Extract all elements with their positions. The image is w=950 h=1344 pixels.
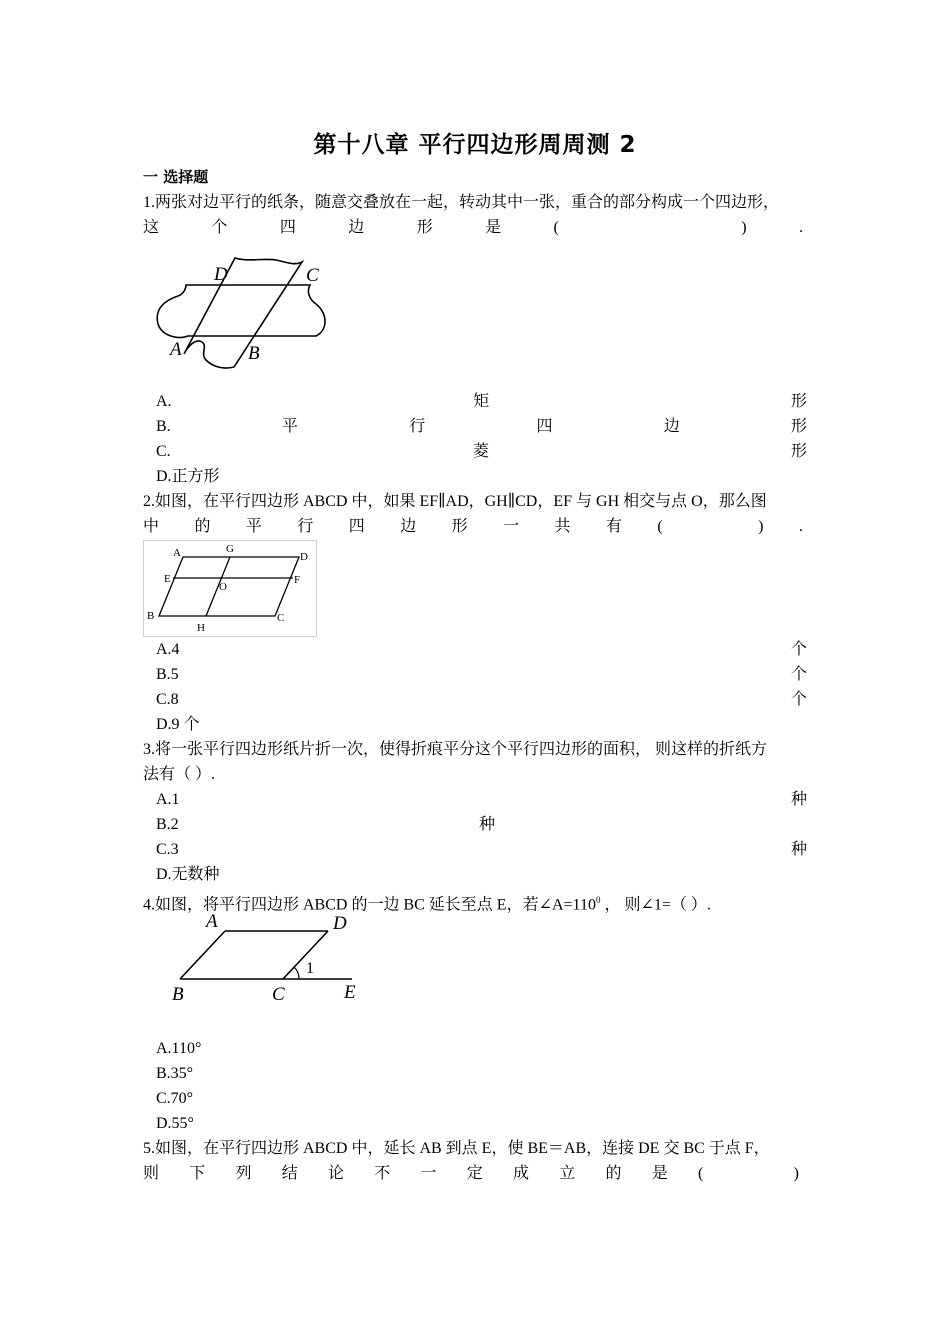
q1-option-b-part: 边	[663, 418, 680, 435]
q2-option-c-unit: 个	[790, 691, 807, 708]
q2-option-b-label: B.5	[156, 666, 179, 683]
q4-angle-arc	[294, 967, 299, 979]
q1-line2-char: 是	[485, 219, 502, 236]
q1-line2-char: 这	[143, 219, 160, 236]
q5-line2-char: 一	[420, 1165, 437, 1182]
q1-option-c[interactable]	[156, 441, 807, 463]
q4-label-e: E	[344, 982, 356, 1003]
q4-option-c[interactable]: C.70°	[156, 1090, 194, 1107]
q2-option-a-unit: 个	[790, 641, 807, 658]
q3-option-a-label: A.1	[156, 791, 180, 808]
q2-option-a[interactable]	[156, 639, 807, 661]
q2-parallelogram	[159, 557, 299, 616]
q2-option-b[interactable]	[156, 664, 807, 686]
q2-label-g: G	[226, 543, 234, 555]
q4-side-ab	[180, 931, 225, 979]
q1-option-c-part: C.	[156, 443, 171, 460]
q5-line2-char: 则	[143, 1165, 160, 1182]
q5-line2-char: 成	[513, 1165, 530, 1182]
q2-line2	[143, 516, 803, 538]
slanted-strip	[184, 258, 302, 368]
q4-label-b: B	[172, 984, 184, 1005]
q3-option-a[interactable]	[156, 789, 807, 811]
q1-option-a-part: A.	[156, 393, 172, 410]
q4-option-a[interactable]: A.110°	[156, 1040, 202, 1057]
q3-option-c-label: C.3	[156, 841, 179, 858]
q2-option-a-label: A.4	[156, 641, 180, 658]
q5-line2	[143, 1163, 799, 1185]
q2-line2-char: 共	[554, 518, 571, 535]
section-heading: 一 选择题	[143, 168, 209, 186]
q2-line2-char: 中	[143, 518, 160, 535]
q5-line2-char: 下	[189, 1165, 206, 1182]
q3-line2: 法有（ ）.	[143, 766, 216, 783]
q3-option-b-label: B.2	[156, 816, 179, 833]
q5-line2-char: 是	[651, 1165, 668, 1182]
q4-line1-text: 4.如图，将平行四边形 ABCD 的一边 BC 延长至点 E，若∠A=110	[143, 896, 596, 914]
q1-option-c-part: 菱	[472, 443, 489, 460]
q5-line2-char: 的	[605, 1165, 622, 1182]
q5-line2-char: )	[793, 1165, 799, 1182]
q2-label-f: F	[294, 574, 301, 586]
q3-option-c-unit: 种	[790, 841, 807, 858]
q2-line1: 2.如图，在平行四边形 ABCD 中，如果 EF∥AD，GH∥CD，EF 与 GH 相交与点 O，那么图	[143, 493, 767, 510]
q2-line2-char: 的	[194, 518, 211, 535]
q4-degree-superscript: 0	[595, 895, 601, 905]
q1-label-d: D	[214, 264, 228, 285]
q3-option-c[interactable]	[156, 839, 807, 861]
q1-line1: 1.两张对边平行的纸条，随意交叠放在一起，转动其中一张，重合的部分构成一个四边形，	[143, 194, 780, 211]
q1-option-b-part: 行	[409, 418, 426, 435]
q1-option-a-part: 矩	[473, 393, 490, 410]
q4-label-d: D	[333, 913, 347, 934]
q5-line2-char: 立	[559, 1165, 576, 1182]
q2-line2-char: 形	[451, 518, 468, 535]
q2-label-b: B	[147, 610, 155, 622]
q2-label-d: D	[300, 551, 308, 563]
q4-label-a: A	[206, 911, 218, 932]
q1-line2-char: 四	[279, 219, 296, 236]
q3-line1: 3.将一张平行四边形纸片折一次，使得折痕平分这个平行四边形的面积， 则这样的折纸方	[143, 741, 768, 758]
q2-label-e: E	[164, 573, 171, 585]
q2-line2-char: 平	[245, 518, 262, 535]
q2-option-c[interactable]	[156, 689, 807, 711]
q1-line2-char: 形	[416, 219, 433, 236]
q1-line2	[143, 217, 803, 239]
q3-option-b-unit: 种	[479, 816, 496, 833]
horizontal-strip	[157, 285, 325, 338]
q4-figure	[168, 910, 368, 1008]
q1-option-a-part: 形	[790, 393, 807, 410]
q2-line2-char: 行	[297, 518, 314, 535]
q1-option-d[interactable]: D.正方形	[156, 468, 220, 485]
q1-option-a[interactable]	[156, 391, 807, 413]
q2-line2-char: (	[657, 518, 663, 535]
q3-option-b[interactable]	[156, 814, 807, 836]
q5-line2-char: 不	[374, 1165, 391, 1182]
q4-label-angle1: 1	[306, 960, 314, 977]
q2-line2-char: 一	[503, 518, 520, 535]
q5-line2-char: 列	[235, 1165, 252, 1182]
q1-option-b-part: 形	[790, 418, 807, 435]
q4-option-b[interactable]: B.35°	[156, 1065, 194, 1082]
q1-label-b: B	[248, 343, 260, 364]
q5-line2-char: 结	[281, 1165, 298, 1182]
q4-line1-tail: ， 则∠1=（ ）.	[600, 896, 711, 914]
q4-option-d[interactable]: D.55°	[156, 1115, 194, 1132]
q1-line2-char: (	[553, 219, 559, 236]
q5-line2-char: 定	[466, 1165, 483, 1182]
q2-option-b-unit: 个	[790, 666, 807, 683]
q1-line2-char: 边	[348, 219, 365, 236]
q2-label-c: C	[277, 612, 285, 624]
q3-option-d[interactable]: D.无数种	[156, 866, 220, 883]
q3-option-a-unit: 种	[790, 791, 807, 808]
q2-option-d[interactable]: D.9 个	[156, 716, 200, 733]
q1-line2-char: )	[741, 219, 747, 236]
q2-line2-char: 有	[605, 518, 622, 535]
q1-option-c-part: 形	[790, 443, 807, 460]
q1-label-a: A	[170, 339, 182, 360]
q5-line2-char: (	[698, 1165, 704, 1182]
q2-line2-char: 边	[400, 518, 417, 535]
q2-option-c-label: C.8	[156, 691, 179, 708]
q1-line2-char: 个	[211, 219, 228, 236]
q2-label-a: A	[173, 547, 181, 559]
q1-option-b-part: 四	[536, 418, 553, 435]
q1-option-b-part: B.	[156, 418, 171, 435]
q1-label-c: C	[306, 265, 319, 286]
q5-line1: 5.如图，在平行四边形 ABCD 中，延长 AB 到点 E，使 BE＝AB，连接 DE 交 BC 于点 F，	[143, 1140, 770, 1157]
q1-line2-char: .	[799, 219, 803, 236]
q2-line2-char: 四	[348, 518, 365, 535]
q4-label-c: C	[272, 984, 285, 1005]
q2-label-o: O	[219, 581, 227, 593]
q1-option-b-part: 平	[281, 418, 298, 435]
q1-figure	[150, 256, 340, 376]
q5-line2-char: 论	[328, 1165, 345, 1182]
page-title: 第十八章 平行四边形周周测 2	[313, 132, 637, 158]
q2-line2-char: .	[798, 518, 803, 535]
q2-line2-char: )	[758, 518, 764, 535]
q1-option-b[interactable]	[156, 416, 807, 438]
q2-label-h: H	[197, 622, 205, 634]
q2-figure	[143, 540, 317, 637]
